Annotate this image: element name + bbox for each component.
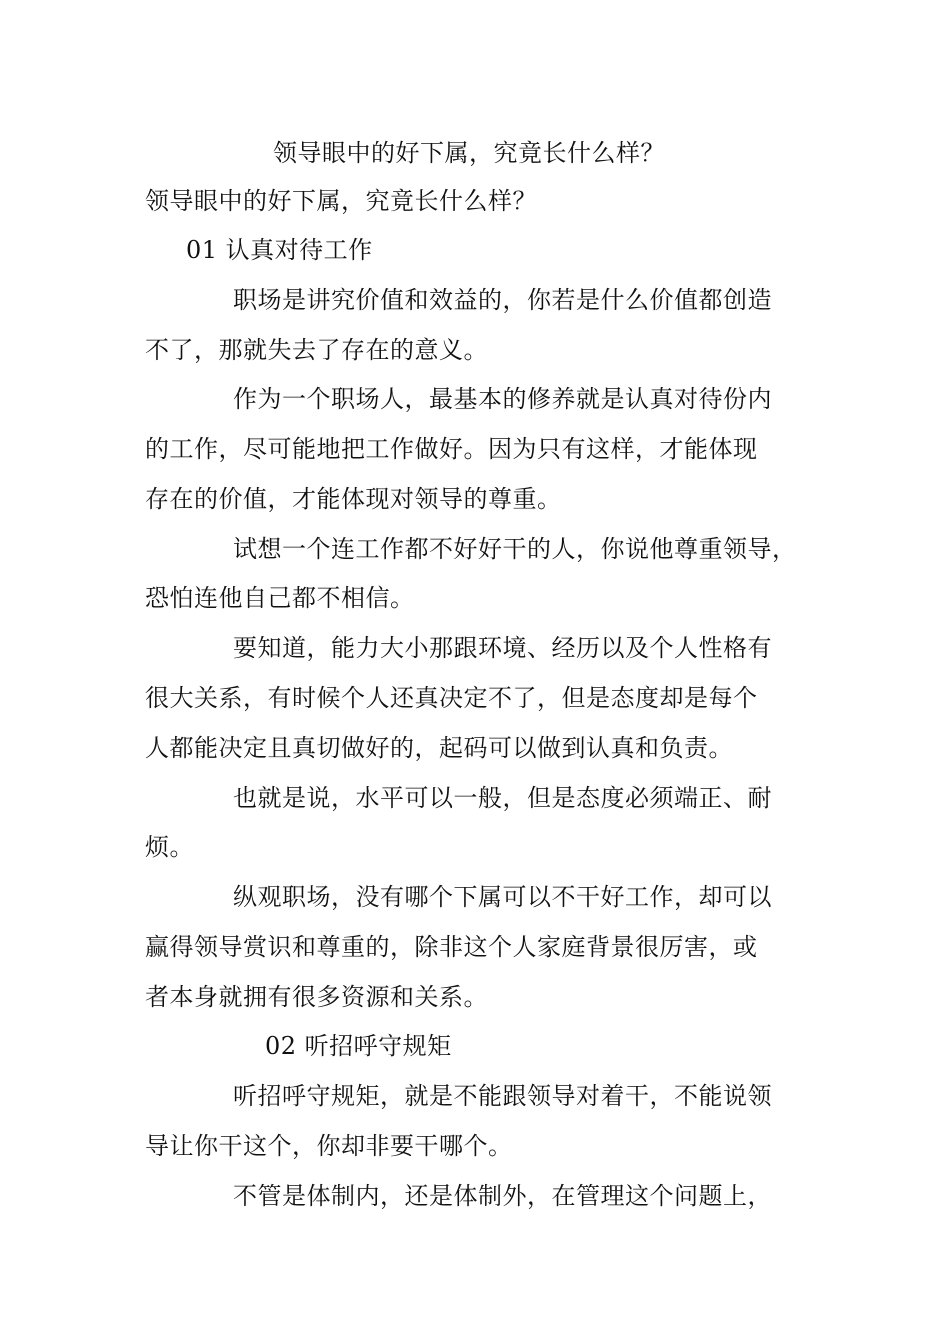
section-heading-01: 01 认真对待工作 (186, 236, 373, 264)
paragraph-line: 烦。 (145, 833, 194, 861)
paragraph-line: 不管是体制内，还是体制外，在管理这个问题上， (233, 1182, 772, 1210)
document-subtitle: 领导眼中的好下属，究竟长什么样？ (145, 187, 537, 215)
paragraph-line: 作为一个职场人，最基本的修养就是认真对待份内 (233, 385, 772, 413)
paragraph-line: 试想一个连工作都不好好干的人，你说他尊重领导， (233, 535, 797, 563)
paragraph-line: 的工作，尽可能地把工作做好。因为只有这样，才能体现 (145, 435, 758, 463)
paragraph-line: 职场是讲究价值和效益的，你若是什么价值都创造 (233, 286, 772, 314)
paragraph-line: 纵观职场，没有哪个下属可以不干好工作，却可以 (233, 883, 772, 911)
paragraph-line: 人都能决定且真切做好的，起码可以做到认真和负责。 (145, 734, 733, 762)
paragraph-line: 存在的价值，才能体现对领导的尊重。 (145, 485, 562, 513)
paragraph-line: 导让你干这个，你却非要干哪个。 (145, 1132, 513, 1160)
paragraph-line: 要知道，能力大小那跟环境、经历以及个人性格有 (233, 634, 772, 662)
paragraph-line: 者本身就拥有很多资源和关系。 (145, 983, 488, 1011)
paragraph-line: 听招呼守规矩，就是不能跟领导对着干，不能说领 (233, 1082, 772, 1110)
document-title: 领导眼中的好下属，究竟长什么样？ (273, 139, 665, 167)
paragraph-line: 很大关系，有时候个人还真决定不了，但是态度却是每个 (145, 684, 758, 712)
section-heading-02: 02 听招呼守规矩 (265, 1032, 452, 1060)
paragraph-line: 不了，那就失去了存在的意义。 (145, 336, 488, 364)
paragraph-line: 恐怕连他自己都不相信。 (145, 584, 415, 612)
paragraph-line: 赢得领导赏识和尊重的，除非这个人家庭背景很厉害，或 (145, 933, 758, 961)
paragraph-line: 也就是说，水平可以一般，但是态度必须端正、耐 (233, 784, 772, 812)
